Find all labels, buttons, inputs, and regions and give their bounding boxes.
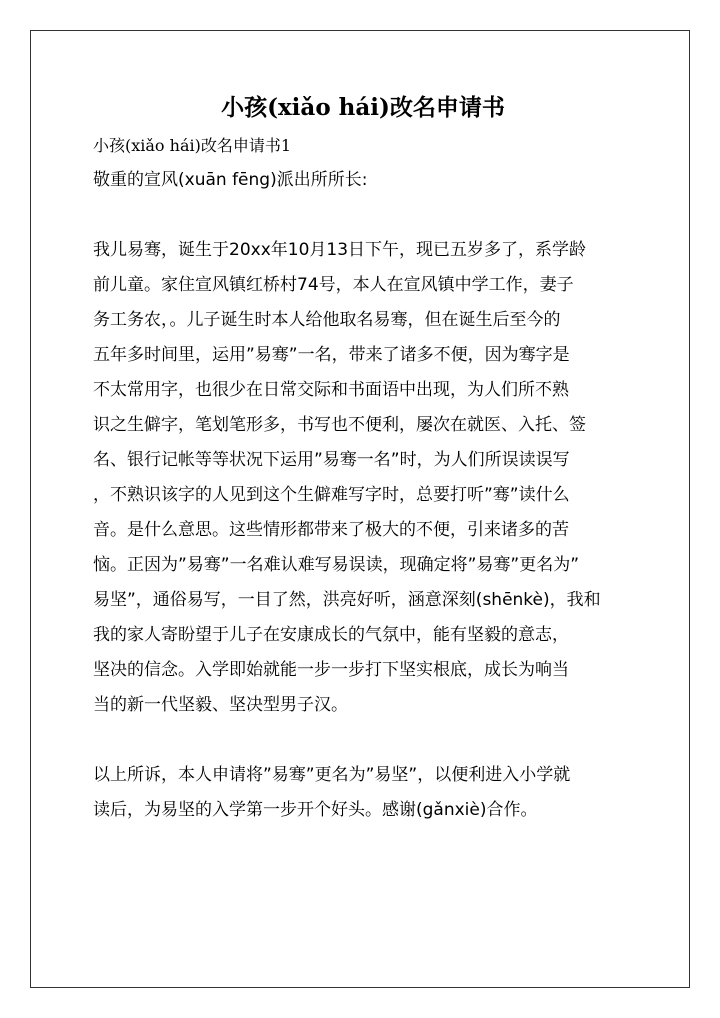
paragraph-line: 当的新一代坚毅、坚决型男子汉。: [93, 695, 348, 715]
paragraph-line: 不太常用字，也很少在日常交际和书面语中出现，为人们所不熟: [93, 380, 569, 400]
paragraph-line: 易坚”，通俗易写，一目了然，洪亮好听，涵意深刻(shēnkè)，我和: [93, 590, 601, 610]
paragraph-line: 以上所诉，本人申请将”易骞”更名为”易坚”，以便利进入小学就: [93, 765, 571, 785]
paragraph-line: 读后，为易坚的入学第一步开个好头。感谢(gǎnxiè)合作。: [93, 800, 538, 820]
paragraph-line: ，不熟识该字的人见到这个生僻难写字时，总要打听”骞”读什么: [93, 485, 570, 505]
paragraph-line: 我儿易骞，诞生于20xx年10月13日下午，现已五岁多了，系学龄: [93, 240, 587, 260]
paragraph-2: [93, 758, 633, 828]
paragraph-line: 名、银行记帐等等状况下运用”易骞一名”时，为人们所误读误写: [93, 450, 570, 470]
salutation: 敬重的宣风(xuān fēng)派出所所长:: [93, 170, 368, 190]
paragraph-line: 识之生僻字，笔划笔形多，书写也不便利，屡次在就医、入托、签: [93, 415, 586, 435]
paragraph-spacer: [93, 723, 633, 758]
paragraph-line: 我的家人寄盼望于儿子在安康成长的气氛中，能有坚毅的意志，: [93, 625, 569, 645]
paragraph-line: 音。是什么意思。这些情形都带来了极大的不便，引来诸多的苦: [93, 520, 569, 540]
paragraph-1: [93, 233, 633, 723]
document-title: 小孩(xiǎo hái)改名申请书: [221, 94, 505, 121]
paragraph-line: 恼。正因为”易骞”一名难认难写易误读，现确定将”易骞”更名为”: [93, 555, 580, 575]
document-subtitle: 小孩(xiǎo hái)改名申请书1: [93, 136, 292, 155]
paragraph-line: 坚决的信念。入学即始就能一步一步打下坚实根底，成长为响当: [93, 660, 569, 680]
paragraph-line: 五年多时间里，运用”易骞”一名，带来了诸多不便，因为骞字是: [93, 345, 570, 365]
paragraph-line: 前儿童。家住宣风镇红桥村74号，本人在宣风镇中学工作，妻子: [93, 275, 574, 295]
document-body: [93, 88, 633, 828]
paragraph-spacer: [93, 198, 633, 233]
paragraph-line: 务工务农，。儿子诞生时本人给他取名易骞，但在诞生后至今的: [93, 310, 561, 330]
